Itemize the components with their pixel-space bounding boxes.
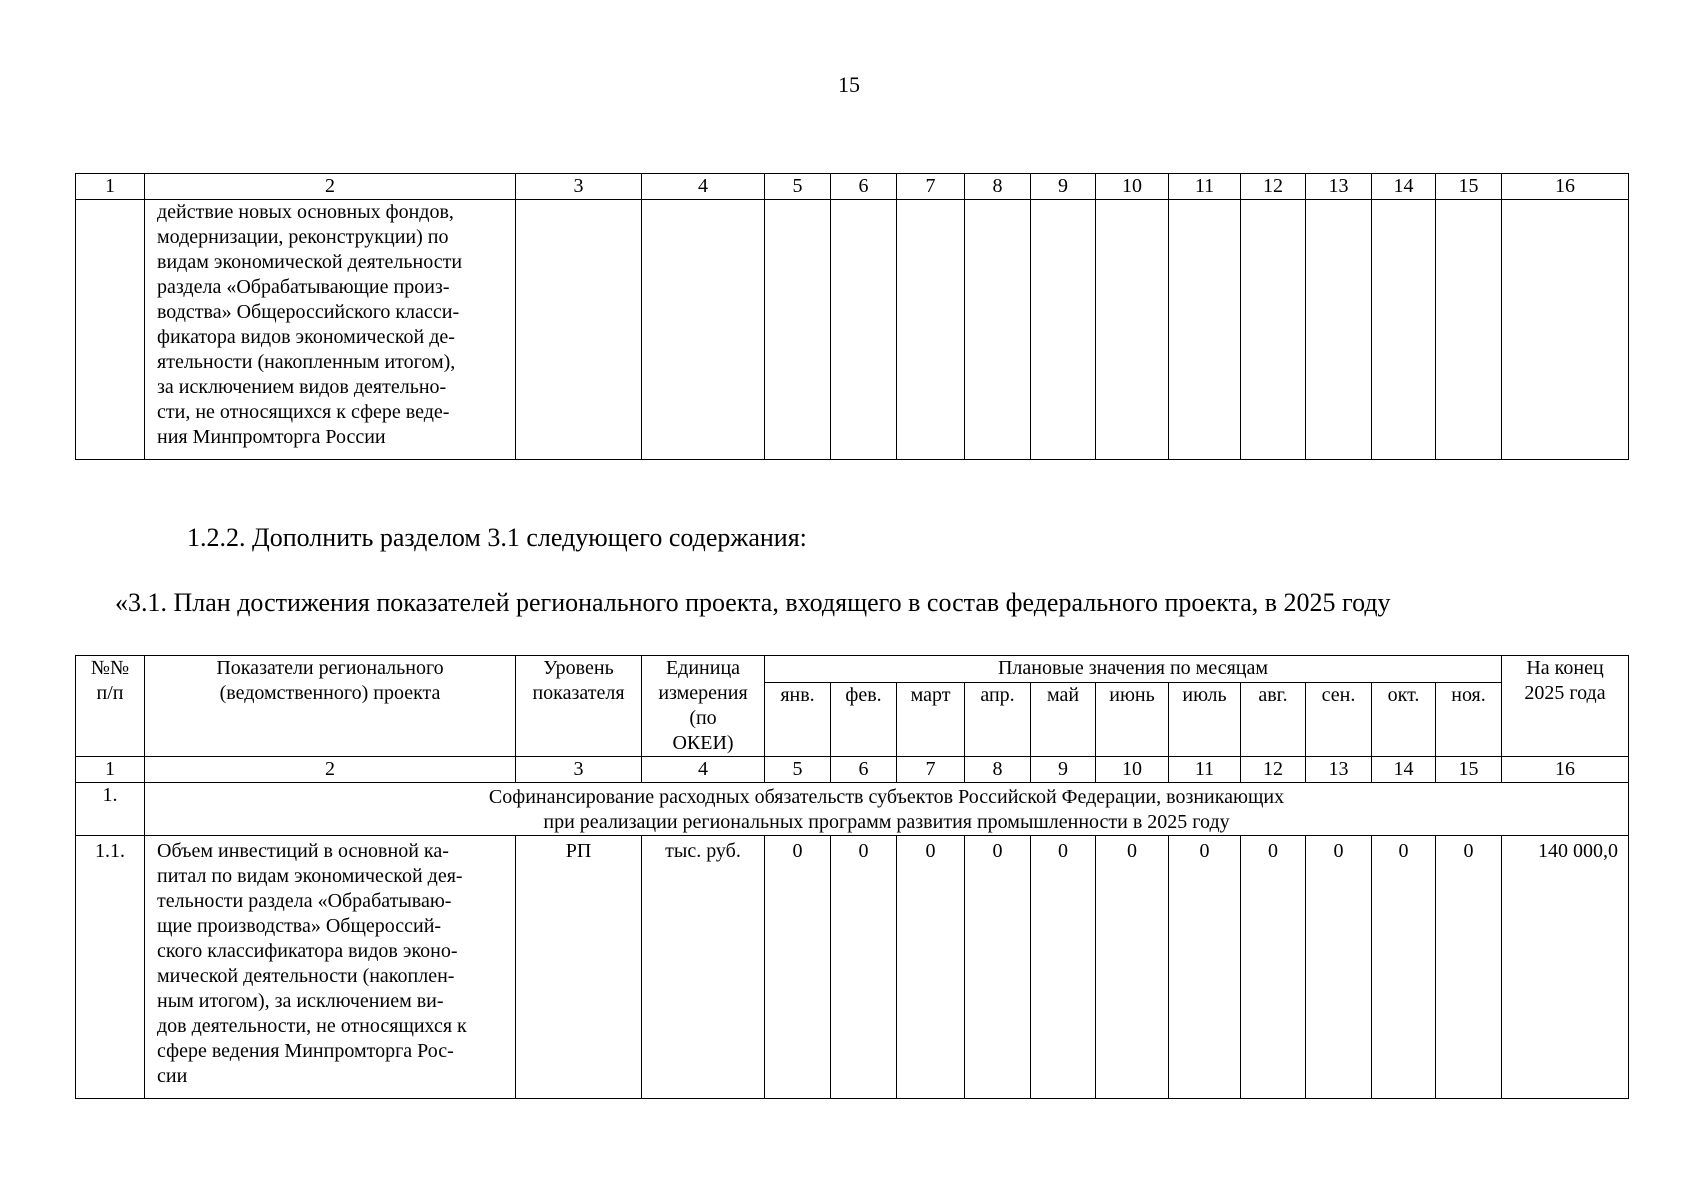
empty-cell bbox=[76, 200, 145, 460]
section-heading-line: при реализации региональных программ развития промышленности в 2025 году bbox=[543, 811, 1230, 833]
month-header: авг. bbox=[1241, 683, 1306, 757]
empty-cell bbox=[965, 200, 1031, 460]
empty-cell bbox=[516, 200, 642, 460]
header-line: (ведомственного) проекта bbox=[219, 682, 441, 704]
month-header: март bbox=[897, 683, 965, 757]
col-number: 4 bbox=[642, 757, 765, 783]
col-number: 5 bbox=[765, 174, 831, 200]
text-line: сфере ведения Минпромторга Рос- bbox=[157, 1040, 454, 1062]
header-line: ОКЕИ) bbox=[672, 732, 734, 754]
header-row bbox=[76, 656, 1629, 683]
column-number-row bbox=[76, 757, 1629, 783]
empty-cell bbox=[765, 200, 831, 460]
col-number: 13 bbox=[1306, 757, 1372, 783]
month-value: 0 bbox=[897, 836, 965, 1099]
table-row bbox=[76, 200, 1629, 460]
continuation-table bbox=[75, 173, 1629, 460]
col-number: 3 bbox=[516, 757, 642, 783]
empty-cell bbox=[1502, 200, 1629, 460]
text-line: ния Минпромторга России bbox=[157, 426, 386, 448]
month-value: 0 bbox=[965, 836, 1031, 1099]
col-number: 6 bbox=[831, 174, 897, 200]
col-number: 14 bbox=[1372, 757, 1436, 783]
empty-cell bbox=[1241, 200, 1306, 460]
col-number: 12 bbox=[1241, 757, 1306, 783]
section-number: 1. bbox=[76, 783, 145, 836]
section-row bbox=[76, 783, 1629, 836]
header-line: Уровень bbox=[543, 657, 614, 679]
col-number: 15 bbox=[1436, 174, 1502, 200]
month-header: сен. bbox=[1306, 683, 1372, 757]
col-number: 16 bbox=[1502, 174, 1629, 200]
row-number: 1.1. bbox=[76, 836, 145, 1099]
col-number: 2 bbox=[145, 174, 516, 200]
text-line: фикатора видов экономической де- bbox=[157, 326, 455, 348]
text-line: действие новых основных фондов, bbox=[157, 201, 454, 223]
text-line: видам экономической деятельности bbox=[157, 251, 463, 273]
empty-cell bbox=[831, 200, 897, 460]
plan-table bbox=[75, 655, 1629, 1099]
amendment-paragraph: 1.2.2. Дополнить разделом 3.1 следующего содержания: bbox=[187, 523, 807, 552]
section-heading bbox=[145, 783, 1629, 836]
header-line: п/п bbox=[96, 682, 124, 704]
text-line: питал по видам экономической дея- bbox=[157, 865, 463, 887]
month-value: 0 bbox=[1096, 836, 1169, 1099]
header-line: измерения bbox=[658, 682, 748, 704]
month-header: апр. bbox=[965, 683, 1031, 757]
month-header: фев. bbox=[831, 683, 897, 757]
col-number: 12 bbox=[1241, 174, 1306, 200]
month-header: янв. bbox=[765, 683, 831, 757]
month-header: май bbox=[1031, 683, 1096, 757]
month-header: ноя. bbox=[1436, 683, 1502, 757]
empty-cell bbox=[1169, 200, 1241, 460]
header-indicator bbox=[145, 656, 516, 757]
empty-cell bbox=[897, 200, 965, 460]
month-value: 0 bbox=[1306, 836, 1372, 1099]
header-line: (по bbox=[689, 707, 717, 729]
month-header: июль bbox=[1169, 683, 1241, 757]
header-unit bbox=[642, 656, 765, 757]
section-title: «3.1. План достижения показателей регионального проекта, входящего в состав федерального проекта, в 2025 году bbox=[115, 588, 1391, 617]
month-value: 0 bbox=[1169, 836, 1241, 1099]
text-line: ным итогом), за исключением ви- bbox=[157, 990, 444, 1012]
text-line: дов деятельности, не относящихся к bbox=[157, 1015, 467, 1037]
col-number: 3 bbox=[516, 174, 642, 200]
text-line: мической деятельности (накоплен- bbox=[157, 965, 455, 987]
col-number: 9 bbox=[1031, 757, 1096, 783]
col-number: 6 bbox=[831, 757, 897, 783]
col-number: 2 bbox=[145, 757, 516, 783]
indicator-description bbox=[145, 836, 516, 1099]
header-level bbox=[516, 656, 642, 757]
end-of-year-value: 140 000,0 bbox=[1502, 836, 1629, 1099]
text-line: водства» Общероссийского класси- bbox=[157, 301, 460, 323]
indicator-description bbox=[145, 200, 516, 460]
month-value: 0 bbox=[831, 836, 897, 1099]
section-heading-line: Софинансирование расходных обязательств субъектов Российской Федерации, возникающих bbox=[488, 786, 1285, 808]
col-number: 8 bbox=[965, 757, 1031, 783]
month-header: июнь bbox=[1096, 683, 1169, 757]
col-number: 10 bbox=[1096, 174, 1169, 200]
col-number: 11 bbox=[1169, 174, 1241, 200]
header-end-of-year bbox=[1502, 656, 1629, 757]
empty-cell bbox=[1096, 200, 1169, 460]
text-line: модернизации, реконструкции) по bbox=[157, 226, 449, 248]
header-num bbox=[76, 656, 145, 757]
text-line: щие производства» Общероссий- bbox=[157, 915, 442, 937]
text-line: тельности раздела «Обрабатываю- bbox=[157, 890, 452, 912]
col-number: 7 bbox=[897, 174, 965, 200]
header-line: показателя bbox=[532, 682, 625, 704]
header-line: Единица bbox=[665, 657, 741, 679]
month-value: 0 bbox=[765, 836, 831, 1099]
page-number: 15 bbox=[838, 72, 860, 97]
text-line: сии bbox=[157, 1065, 188, 1087]
text-line: за исключением видов деятельно- bbox=[157, 376, 447, 398]
col-number: 1 bbox=[76, 757, 145, 783]
col-number: 15 bbox=[1436, 757, 1502, 783]
header-line: На конец bbox=[1526, 657, 1604, 679]
header-line: Показатели регионального bbox=[216, 657, 444, 679]
col-number: 7 bbox=[897, 757, 965, 783]
month-value: 0 bbox=[1031, 836, 1096, 1099]
text-line: раздела «Обрабатывающие произ- bbox=[157, 276, 450, 298]
table-row bbox=[76, 836, 1629, 1099]
month-value: 0 bbox=[1241, 836, 1306, 1099]
text-line: ятельности (накопленным итогом), bbox=[157, 351, 456, 373]
col-number: 9 bbox=[1031, 174, 1096, 200]
empty-cell bbox=[1436, 200, 1502, 460]
col-number: 5 bbox=[765, 757, 831, 783]
text-line: ского классификатора видов эконо- bbox=[157, 940, 458, 962]
unit-cell: тыс. руб. bbox=[642, 836, 765, 1099]
column-number-row bbox=[76, 174, 1629, 200]
text-line: сти, не относящихся к сфере веде- bbox=[157, 401, 450, 423]
month-value: 0 bbox=[1436, 836, 1502, 1099]
col-number: 14 bbox=[1372, 174, 1436, 200]
col-number: 4 bbox=[642, 174, 765, 200]
header-line: 2025 года bbox=[1524, 682, 1606, 704]
col-number: 16 bbox=[1502, 757, 1629, 783]
level-cell: РП bbox=[516, 836, 642, 1099]
header-monthly: Плановые значения по месяцам bbox=[765, 656, 1502, 683]
header-line: №№ bbox=[90, 657, 130, 679]
empty-cell bbox=[1372, 200, 1436, 460]
month-value: 0 bbox=[1372, 836, 1436, 1099]
month-header: окт. bbox=[1372, 683, 1436, 757]
col-number: 1 bbox=[76, 174, 145, 200]
empty-cell bbox=[1306, 200, 1372, 460]
col-number: 8 bbox=[965, 174, 1031, 200]
col-number: 13 bbox=[1306, 174, 1372, 200]
col-number: 10 bbox=[1096, 757, 1169, 783]
empty-cell bbox=[642, 200, 765, 460]
col-number: 11 bbox=[1169, 757, 1241, 783]
empty-cell bbox=[1031, 200, 1096, 460]
text-line: Объем инвестиций в основной ка- bbox=[157, 840, 449, 862]
